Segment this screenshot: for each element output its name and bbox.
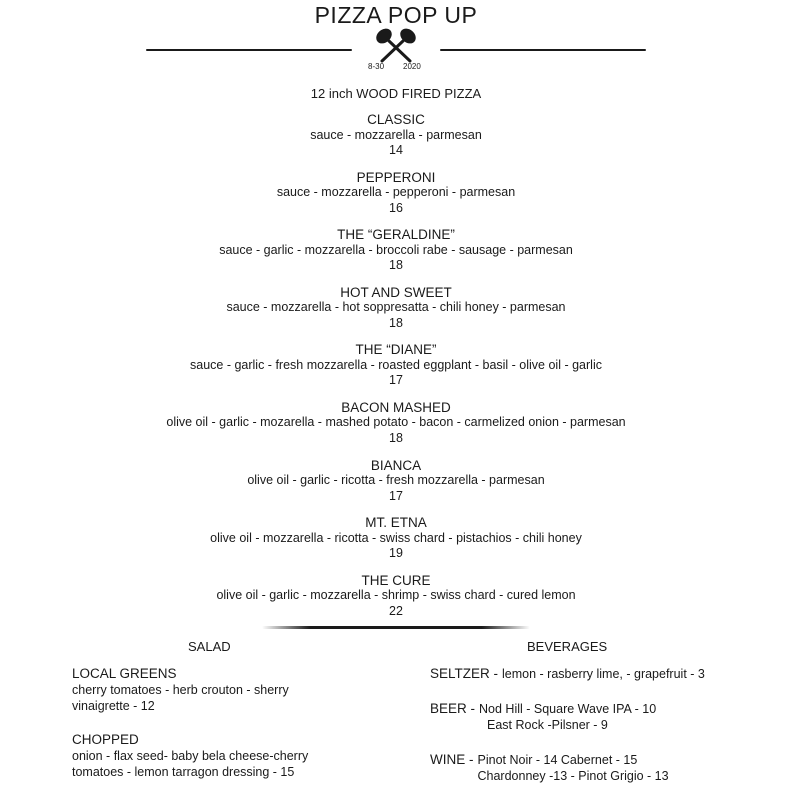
pizza-price: 18: [389, 315, 403, 330]
pizza-price: 14: [389, 143, 403, 157]
pizza-item: [0, 400, 792, 458]
salad-description-price: vinaigrette - 12: [72, 699, 155, 713]
pizza-list: [0, 112, 792, 630]
date-month-day: 8-30: [368, 62, 385, 71]
header-rule-right: [440, 49, 646, 51]
pizza-item: [0, 112, 792, 170]
crossed-pizza-peels-icon: [366, 28, 426, 64]
pizza-item: [0, 285, 792, 343]
salad-heading: SALAD: [188, 639, 231, 654]
salad-description: cherry tomatoes - herb crouton - sherry: [72, 683, 289, 697]
section-divider: [262, 626, 530, 629]
salad-item: [72, 732, 372, 780]
pizza-item: [0, 458, 792, 516]
pizza-price: 22: [389, 603, 403, 618]
beverage-name: BEER -: [430, 701, 476, 716]
pizza-ingredients: olive oil - garlic - ricotta - fresh mozzarella - parmesan: [247, 473, 545, 488]
pizza-ingredients: sauce - mozzarella - parmesan: [310, 127, 482, 142]
salad-item: [72, 666, 372, 714]
pizza-price: 18: [389, 430, 403, 445]
pizza-price: 18: [389, 258, 403, 273]
beverages-heading: BEVERAGES: [527, 639, 608, 654]
pizza-price: 17: [389, 373, 403, 388]
pizza-name: THE “DIANE”: [355, 342, 437, 358]
header-rule-left: [146, 49, 352, 51]
pizza-name: CLASSIC: [367, 112, 425, 127]
beverage-options: Pinot Noir - 14 Cabernet - 15: [477, 753, 638, 767]
beverage-item-seltzer: [430, 666, 705, 682]
beverage-name: WINE -: [430, 752, 474, 767]
pizza-ingredients: olive oil - mozzarella - ricotta - swiss chard - pistachios - chili honey: [210, 530, 582, 545]
pizza-name: BIANCA: [370, 457, 422, 473]
beverage-item-beer: [430, 701, 656, 733]
pizza-name: BACON MASHED: [341, 399, 451, 415]
date-year: 2020: [403, 62, 421, 71]
pizza-price: 16: [389, 200, 403, 215]
pizza-name: THE “GERALDINE”: [337, 227, 455, 243]
pizza-ingredients: sauce - garlic - fresh mozzarella - roasted eggplant - basil - olive oil - garlic: [190, 357, 602, 372]
pizza-name: PEPPERONI: [356, 169, 436, 185]
pizza-item: [0, 515, 792, 573]
salad-name: LOCAL GREENS: [72, 666, 177, 681]
pizza-name: HOT AND SWEET: [340, 284, 452, 300]
pizza-item: [0, 227, 792, 285]
beverage-item-wine: [430, 752, 669, 784]
salad-list: [72, 666, 372, 798]
pizza-ingredients: sauce - mozzarella - hot soppresatta - chili honey - parmesan: [226, 300, 566, 315]
pizza-name: THE CURE: [361, 572, 431, 588]
menu-subtitle: 12 inch WOOD FIRED PIZZA: [310, 86, 482, 101]
beverage-options: Chardonney -13 - Pinot Grigio - 13: [477, 769, 669, 783]
beverage-name: SELTZER -: [430, 666, 499, 681]
pizza-item: [0, 342, 792, 400]
pizza-price: 17: [389, 488, 403, 503]
pizza-ingredients: sauce - mozzarella - pepperoni - parmesan: [276, 185, 516, 200]
beverage-options: Nod Hill - Square Wave IPA - 10: [479, 702, 657, 716]
pizza-ingredients: sauce - garlic - mozzarella - broccoli rabe - sausage - parmesan: [219, 242, 573, 257]
salad-name: CHOPPED: [72, 732, 139, 747]
pizza-price: 19: [389, 546, 403, 561]
menu-title: PIZZA POP UP: [314, 2, 478, 28]
salad-description: onion - flax seed- baby bela cheese-cherry: [72, 749, 309, 763]
beverage-options: East Rock -Pilsner - 9: [487, 718, 608, 732]
pizza-ingredients: olive oil - garlic - mozarella - mashed potato - bacon - carmelized onion - parmesan: [166, 415, 626, 430]
beverage-options: lemon - rasberry lime, - grapefruit - 3: [502, 667, 705, 681]
pizza-item: [0, 573, 792, 631]
pizza-ingredients: olive oil - garlic - mozzarella - shrimp - swiss chard - cured lemon: [216, 588, 576, 603]
salad-description-price: tomatoes - lemon tarragon dressing - 15: [72, 765, 295, 779]
pizza-name: MT. ETNA: [365, 515, 427, 531]
pizza-item: [0, 170, 792, 228]
